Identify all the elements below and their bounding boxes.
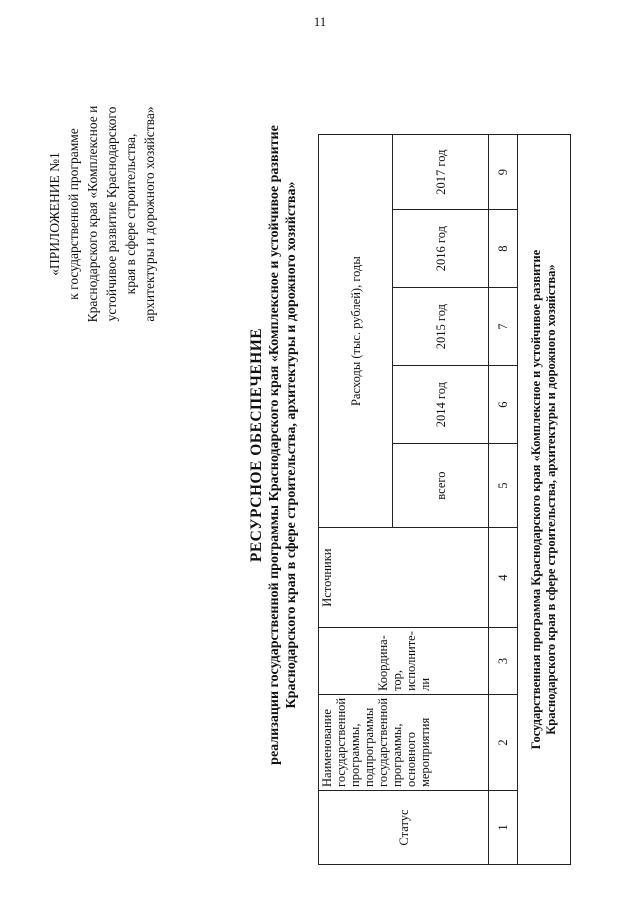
title-main: РЕСУРСНОЕ ОБЕСПЕЧЕНИЕ <box>248 327 265 563</box>
column-number: 3 <box>489 628 518 695</box>
header-name: Наименование государственной программы, подпрограммы государственной программы, основного мероприятия <box>319 694 489 790</box>
program-row-line: Краснодарского края в сфере строительства, архитектуры и дорожного хозяйства» <box>544 264 558 735</box>
header-year-2014: 2014 год <box>393 366 489 444</box>
header-year-2017: 2017 год <box>393 135 489 210</box>
column-number: 1 <box>489 791 518 865</box>
column-number: 9 <box>489 135 518 210</box>
header-year-2016: 2016 год <box>393 210 489 288</box>
column-number: 5 <box>489 444 518 528</box>
document-title <box>248 55 301 835</box>
header-total: всего <box>393 444 489 528</box>
title-line: реализации государственной программы Краснодарского края «Комплексное и устойчивое развитие <box>266 125 282 765</box>
column-number: 7 <box>489 288 518 366</box>
header-expenses: Расходы (тыс. рублей), годы <box>319 135 393 528</box>
appendix-line: к государственной программе <box>66 128 81 300</box>
header-coordinator: Координа-тор, исполните-ли <box>319 628 489 695</box>
column-number: 8 <box>489 210 518 288</box>
appendix-line: архитектуры и дорожного хозяйства» <box>142 106 157 322</box>
page-number: 11 <box>313 14 327 29</box>
header-year-2015: 2015 год <box>393 288 489 366</box>
column-number: 2 <box>489 694 518 790</box>
appendix-line: устойчивое развитие Краснодарского <box>104 106 119 322</box>
appendix-line: «ПРИЛОЖЕНИЕ №1 <box>47 152 62 276</box>
appendix-line: края в сфере строительства, <box>123 133 138 295</box>
title-line: Краснодарского края в сфере строительства, архитектуры и дорожного хозяйства» <box>284 181 299 709</box>
program-row-line: Государственная программа Краснодарского края «Комплексное и устойчивое развитие <box>529 249 543 750</box>
column-number: 4 <box>489 528 518 628</box>
header-status: Статус <box>319 791 489 865</box>
header-sources: Источники <box>319 528 489 628</box>
appendix-line: Краснодарского края «Комплексное и <box>85 105 100 323</box>
program-row <box>518 135 571 865</box>
appendix-note <box>45 79 159 349</box>
column-number: 6 <box>489 366 518 444</box>
resource-table <box>318 134 571 865</box>
